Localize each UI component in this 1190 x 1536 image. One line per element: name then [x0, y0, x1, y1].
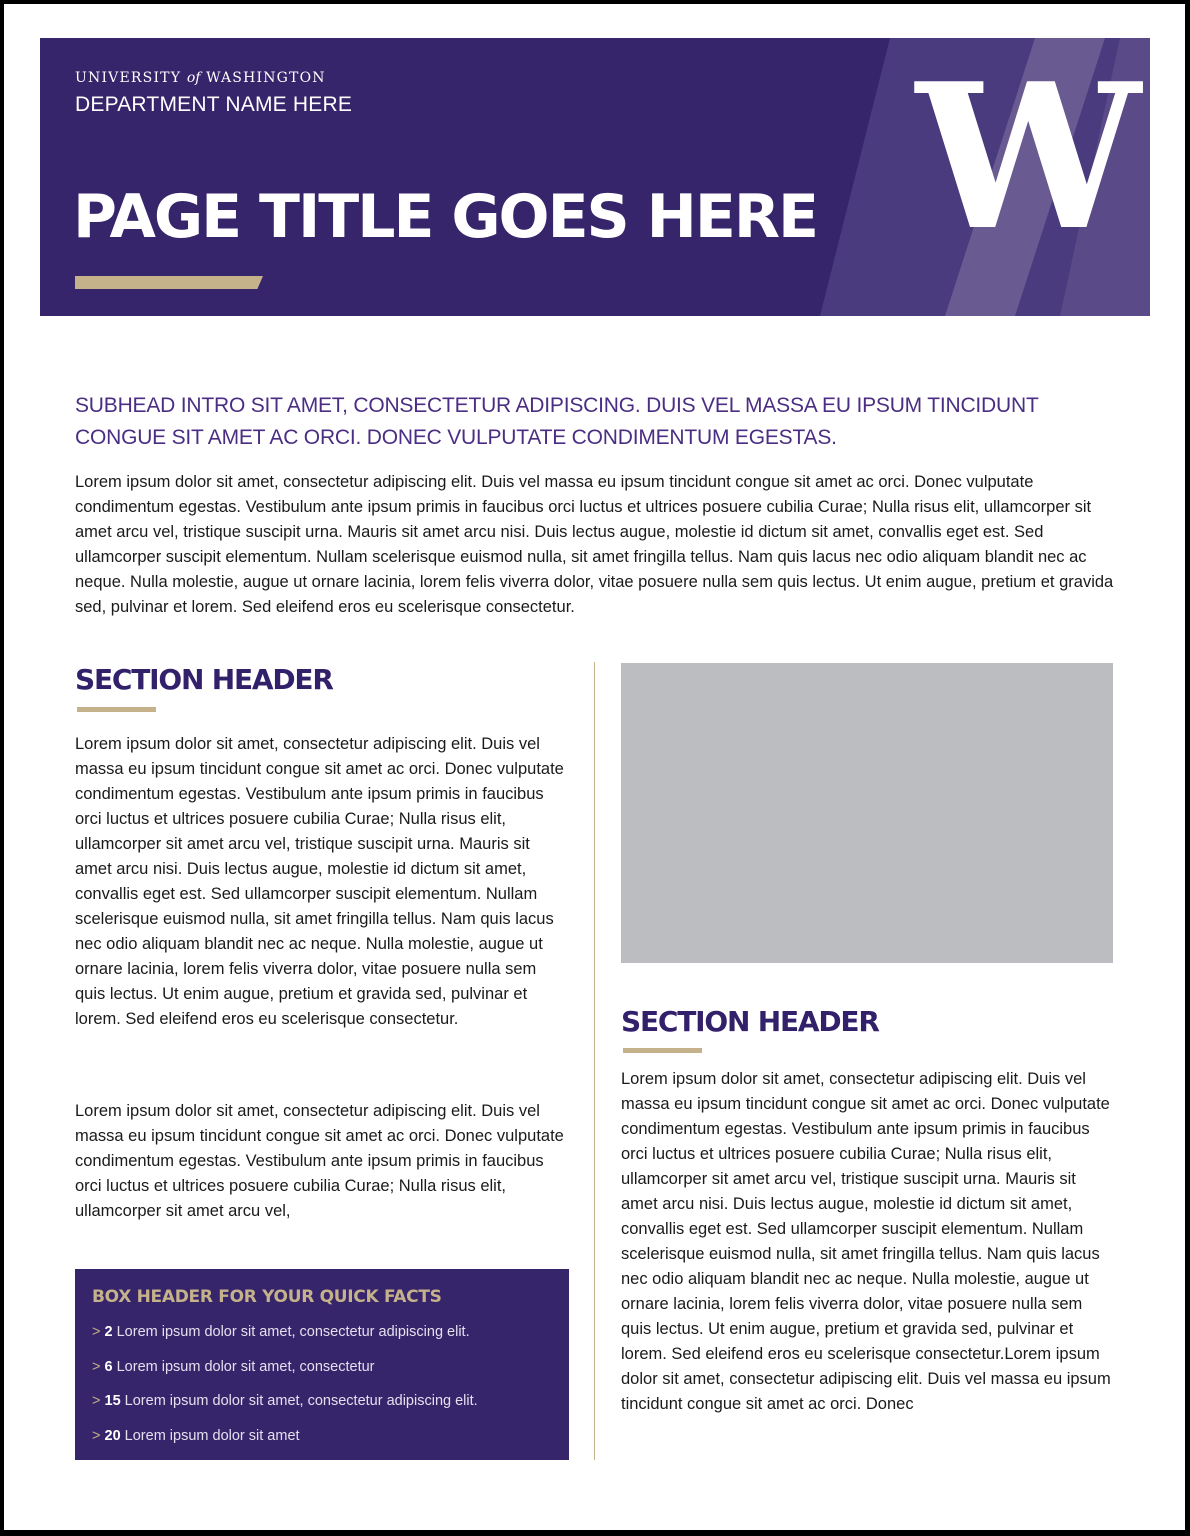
section-rule — [623, 1048, 702, 1053]
intro-subhead: SUBHEAD INTRO SIT AMET, CONSECTETUR ADIPISCING. DUIS VEL MASSA EU IPSUM TINCIDUNT CONGUE SIT AMET AC ORCI. DONEC VULPUTATE CONDIMENTUM EGESTAS. — [75, 394, 1039, 449]
header-banner — [40, 38, 1150, 316]
right-section-header: SECTION HEADER — [621, 1005, 879, 1038]
right-paragraph: Lorem ipsum dolor sit amet, consectetur adipiscing elit. Duis vel massa eu ipsum tincidunt congue sit amet ac orci. Donec vulputate condimentum egestas. Vestibulum ante ipsum primis in faucibus orci luctus et ultrices posuere cubilia Curae; Nulla risus elit, ullamcorper sit amet arcu vel, tristique suscipit urna. Mauris sit amet arcu nisi. Duis lectus augue, molestie id dictum sit amet, convallis eget est. Sed ullamcorper suscipit elementum. Nullam scelerisque euismod nulla, sit amet fringilla tellus. Nam quis lacus nec odio aliquam blandit nec ac neque. Nulla molestie, augue ut ornare lacinia, lorem felis viverra dolor, vitae posuere nulla sem quis lectus. Ut enim augue, pretium et gravida sed, pulvinar et lorem. Sed eleifend eros eu scelerisque consectetur.Lorem ipsum dolor sit amet, consectetur adipiscing elit. Duis vel massa eu ipsum tincidunt congue sit amet ac orci. Donec — [621, 1070, 1111, 1413]
uw-w-logo-icon: W — [916, 40, 1137, 275]
section-rule — [77, 707, 156, 712]
document-page — [4, 4, 1185, 1530]
quick-fact-item: > 15 Lorem ipsum dolor sit amet, consectetur adipiscing elit. — [92, 1393, 478, 1409]
university-wordmark: UNIVERSITY of WASHINGTON — [75, 70, 326, 86]
chevron-right-icon: > — [92, 1324, 101, 1340]
quick-fact-item: > 6 Lorem ipsum dolor sit amet, consectetur — [92, 1359, 375, 1375]
chevron-right-icon: > — [92, 1393, 101, 1409]
quick-fact-item: > 2 Lorem ipsum dolor sit amet, consectetur adipiscing elit. — [92, 1324, 470, 1340]
department-name: DEPARTMENT NAME HERE — [75, 93, 353, 116]
quick-facts-box — [75, 1269, 569, 1460]
chevron-right-icon: > — [92, 1428, 101, 1444]
image-placeholder — [621, 663, 1113, 963]
quick-facts-header: BOX HEADER FOR YOUR QUICK FACTS — [92, 1287, 442, 1307]
left-paragraph-1: Lorem ipsum dolor sit amet, consectetur adipiscing elit. Duis vel massa eu ipsum tincidunt congue sit amet ac orci. Donec vulputate condimentum egestas. Vestibulum ante ipsum primis in faucibus orci luctus et ultrices posuere cubilia Curae; Nulla risus elit, ullamcorper sit amet arcu vel, tristique suscipit urna. Mauris sit amet arcu nisi. Duis lectus augue, molestie id dictum sit amet, convallis eget est. Sed ullamcorper suscipit elementum. Nullam scelerisque euismod nulla, sit amet fringilla tellus. Nam quis lacus nec odio aliquam blandit nec ac neque. Nulla molestie, augue ut ornare lacinia, lorem felis viverra dolor, vitae posuere nulla sem quis lectus. Ut enim augue, pretium et gravida sed, pulvinar et lorem. Sed eleifend eros eu scelerisque consectetur. — [75, 735, 564, 1028]
title-underline — [75, 276, 263, 289]
column-divider — [594, 662, 595, 1460]
intro-paragraph: Lorem ipsum dolor sit amet, consectetur adipiscing elit. Duis vel massa eu ipsum tincidunt congue sit amet ac orci. Donec vulputate condimentum egestas. Vestibulum ante ipsum primis in faucibus orci luctus et ultrices posuere cubilia Curae; Nulla risus elit, ullamcorper sit amet arcu vel, tristique suscipit urna. Mauris sit amet arcu nisi. Duis lectus augue, molestie id dictum sit amet, convallis eget est. Sed ullamcorper suscipit elementum. Nullam scelerisque euismod nulla, sit amet fringilla tellus. Nam quis lacus nec odio aliquam blandit nec ac neque. Nulla molestie, augue ut ornare lacinia, lorem felis viverra dolor, vitae posuere nulla sem quis lectus. Ut enim augue, pretium et gravida sed, pulvinar et lorem. Sed eleifend eros eu scelerisque consectetur. — [75, 473, 1114, 616]
page-title: PAGE TITLE GOES HERE — [73, 182, 818, 252]
chevron-right-icon: > — [92, 1359, 101, 1375]
quick-fact-item: > 20 Lorem ipsum dolor sit amet — [92, 1428, 300, 1444]
left-section-header: SECTION HEADER — [75, 663, 333, 696]
left-paragraph-2: Lorem ipsum dolor sit amet, consectetur adipiscing elit. Duis vel massa eu ipsum tincidunt congue sit amet ac orci. Donec vulputate condimentum egestas. Vestibulum ante ipsum primis in faucibus orci luctus et ultrices posuere cubilia Curae; Nulla risus elit, ullamcorper sit amet arcu vel, — [75, 1102, 564, 1220]
